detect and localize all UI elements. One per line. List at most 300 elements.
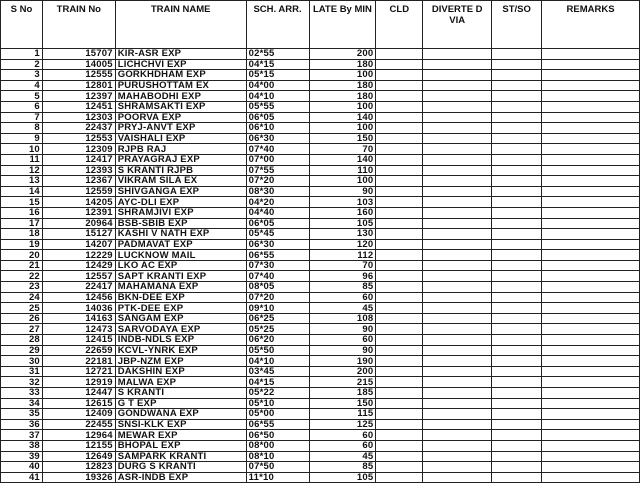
cell-sch-arr: 05*50 [246,345,309,356]
header-late-by: LATE By MIN [309,1,376,49]
cell-train-name: DURG S KRANTI [115,462,246,473]
cell-cld [376,133,423,144]
cell-train-no: 12155 [42,440,115,451]
cell-sno: 41 [1,472,43,483]
cell-remarks [542,271,640,282]
cell-train-name: SHRAMSAKTI EXP [115,101,246,112]
header-st-so: ST/SO [492,1,542,49]
cell-cld [376,229,423,240]
cell-sch-arr: 11*10 [246,472,309,483]
cell-remarks [542,70,640,81]
table-row [1,154,640,165]
cell-train-no: 22659 [42,345,115,356]
cell-remarks [542,313,640,324]
cell-diverted-via [423,91,492,102]
cell-st-so [492,250,542,261]
cell-cld [376,313,423,324]
cell-train-no: 12429 [42,260,115,271]
cell-remarks [542,409,640,420]
cell-sno: 15 [1,197,43,208]
table-row [1,59,640,70]
table-row [1,303,640,314]
cell-late-by: 96 [309,271,376,282]
cell-train-name: AYC-DLI EXP [115,197,246,208]
cell-train-no: 12919 [42,377,115,388]
cell-cld [376,176,423,187]
cell-late-by: 45 [309,303,376,314]
cell-sch-arr: 08*30 [246,186,309,197]
cell-remarks [542,144,640,155]
cell-late-by: 115 [309,409,376,420]
cell-sno: 28 [1,335,43,346]
cell-sch-arr: 04*00 [246,80,309,91]
cell-train-no: 12473 [42,324,115,335]
cell-diverted-via [423,197,492,208]
cell-sno: 21 [1,260,43,271]
cell-st-so [492,101,542,112]
cell-st-so [492,324,542,335]
cell-st-so [492,112,542,123]
cell-sch-arr: 06*30 [246,133,309,144]
cell-train-no: 22437 [42,123,115,134]
cell-diverted-via [423,335,492,346]
cell-sch-arr: 05*45 [246,229,309,240]
cell-train-name: INDB-NDLS EXP [115,335,246,346]
cell-diverted-via [423,430,492,441]
cell-train-name: GORKHDHAM EXP [115,70,246,81]
cell-st-so [492,154,542,165]
cell-sch-arr: 02*55 [246,49,309,60]
cell-diverted-via [423,133,492,144]
cell-late-by: 200 [309,49,376,60]
cell-remarks [542,398,640,409]
cell-train-name: DAKSHIN EXP [115,366,246,377]
table-row [1,260,640,271]
cell-diverted-via [423,260,492,271]
table-row [1,388,640,399]
cell-diverted-via [423,59,492,70]
cell-train-name: S KRANTI RJPB [115,165,246,176]
cell-diverted-via [423,303,492,314]
cell-sno: 35 [1,409,43,420]
cell-train-name: PADMAVAT EXP [115,239,246,250]
cell-diverted-via [423,176,492,187]
cell-sno: 34 [1,398,43,409]
cell-sno: 13 [1,176,43,187]
cell-train-name: ASR-INDB EXP [115,472,246,483]
cell-remarks [542,176,640,187]
cell-sch-arr: 07*50 [246,462,309,473]
cell-st-so [492,49,542,60]
cell-sch-arr: 06*50 [246,430,309,441]
table-row [1,239,640,250]
cell-st-so [492,472,542,483]
cell-train-name: MAHAMANA EXP [115,282,246,293]
cell-train-no: 20964 [42,218,115,229]
cell-diverted-via [423,80,492,91]
cell-st-so [492,292,542,303]
cell-train-name: BHOPAL EXP [115,440,246,451]
cell-sch-arr: 06*10 [246,123,309,134]
cell-sno: 3 [1,70,43,81]
cell-remarks [542,377,640,388]
cell-late-by: 125 [309,419,376,430]
cell-remarks [542,250,640,261]
cell-st-so [492,335,542,346]
cell-train-no: 12553 [42,133,115,144]
cell-sch-arr: 06*55 [246,250,309,261]
header-cld: CLD [376,1,423,49]
cell-late-by: 60 [309,335,376,346]
cell-remarks [542,112,640,123]
cell-remarks [542,218,640,229]
table-row [1,70,640,81]
cell-sch-arr: 08*00 [246,440,309,451]
table-row [1,271,640,282]
cell-remarks [542,154,640,165]
cell-st-so [492,80,542,91]
cell-remarks [542,59,640,70]
cell-diverted-via [423,451,492,462]
cell-sch-arr: 07*00 [246,154,309,165]
cell-late-by: 100 [309,176,376,187]
cell-train-name: SHRAMJIVI EXP [115,207,246,218]
cell-diverted-via [423,409,492,420]
cell-train-name: BKN-DEE EXP [115,292,246,303]
table-row [1,250,640,261]
cell-sch-arr: 05*10 [246,398,309,409]
cell-train-no: 12555 [42,70,115,81]
cell-late-by: 150 [309,398,376,409]
cell-train-no: 12649 [42,451,115,462]
cell-cld [376,472,423,483]
cell-diverted-via [423,356,492,367]
table-row [1,366,640,377]
cell-st-so [492,70,542,81]
table-row [1,292,640,303]
cell-train-name: SNSI-KLK EXP [115,419,246,430]
cell-late-by: 85 [309,462,376,473]
cell-st-so [492,398,542,409]
cell-sch-arr: 08*10 [246,451,309,462]
cell-cld [376,462,423,473]
cell-train-no: 14036 [42,303,115,314]
cell-late-by: 105 [309,218,376,229]
table-row [1,80,640,91]
cell-cld [376,282,423,293]
cell-sno: 6 [1,101,43,112]
cell-late-by: 110 [309,165,376,176]
cell-late-by: 70 [309,144,376,155]
cell-train-name: MALWA EXP [115,377,246,388]
cell-cld [376,335,423,346]
cell-cld [376,154,423,165]
cell-st-so [492,409,542,420]
cell-sch-arr: 03*45 [246,366,309,377]
cell-sno: 8 [1,123,43,134]
cell-sch-arr: 07*30 [246,260,309,271]
cell-train-no: 12964 [42,430,115,441]
cell-late-by: 60 [309,440,376,451]
cell-train-name: JBP-NZM EXP [115,356,246,367]
cell-late-by: 103 [309,197,376,208]
cell-train-name: G T EXP [115,398,246,409]
cell-cld [376,260,423,271]
cell-train-no: 12391 [42,207,115,218]
cell-sch-arr: 04*20 [246,197,309,208]
cell-diverted-via [423,366,492,377]
cell-diverted-via [423,218,492,229]
cell-remarks [542,324,640,335]
table-row [1,197,640,208]
cell-late-by: 185 [309,388,376,399]
table-row [1,218,640,229]
cell-st-so [492,239,542,250]
cell-remarks [542,165,640,176]
cell-sch-arr: 04*15 [246,377,309,388]
cell-cld [376,377,423,388]
cell-remarks [542,335,640,346]
cell-late-by: 120 [309,239,376,250]
cell-train-name: RJPB RAJ [115,144,246,155]
cell-st-so [492,123,542,134]
cell-sno: 5 [1,91,43,102]
table-row [1,472,640,483]
cell-cld [376,112,423,123]
cell-st-so [492,271,542,282]
cell-cld [376,80,423,91]
cell-train-no: 12367 [42,176,115,187]
cell-st-so [492,144,542,155]
cell-cld [376,59,423,70]
cell-cld [376,451,423,462]
cell-remarks [542,207,640,218]
cell-late-by: 140 [309,112,376,123]
cell-late-by: 108 [309,313,376,324]
cell-st-so [492,388,542,399]
table-row [1,451,640,462]
cell-train-no: 15707 [42,49,115,60]
cell-train-no: 12721 [42,366,115,377]
cell-remarks [542,260,640,271]
cell-sch-arr: 07*20 [246,292,309,303]
table-row [1,356,640,367]
cell-sch-arr: 09*10 [246,303,309,314]
cell-st-so [492,419,542,430]
cell-late-by: 90 [309,324,376,335]
cell-sch-arr: 04*15 [246,59,309,70]
cell-diverted-via [423,282,492,293]
cell-sch-arr: 04*10 [246,91,309,102]
cell-train-name: PRAYAGRAJ EXP [115,154,246,165]
cell-train-name: PRYJ-ANVT EXP [115,123,246,134]
cell-remarks [542,229,640,240]
cell-sno: 23 [1,282,43,293]
cell-train-no: 12456 [42,292,115,303]
cell-remarks [542,49,640,60]
cell-cld [376,419,423,430]
cell-sch-arr: 07*55 [246,165,309,176]
cell-train-name: GONDWANA EXP [115,409,246,420]
cell-diverted-via [423,440,492,451]
cell-late-by: 215 [309,377,376,388]
cell-diverted-via [423,388,492,399]
cell-train-name: LUCKNOW MAIL [115,250,246,261]
cell-diverted-via [423,324,492,335]
table-row [1,282,640,293]
cell-diverted-via [423,144,492,155]
cell-sch-arr: 08*05 [246,282,309,293]
cell-late-by: 100 [309,123,376,134]
cell-st-so [492,451,542,462]
cell-cld [376,218,423,229]
cell-sno: 16 [1,207,43,218]
cell-train-name: KCVL-YNRK EXP [115,345,246,356]
table-row [1,419,640,430]
cell-cld [376,165,423,176]
cell-train-no: 14205 [42,197,115,208]
cell-sno: 27 [1,324,43,335]
cell-train-name: LKO AC EXP [115,260,246,271]
cell-st-so [492,229,542,240]
cell-diverted-via [423,123,492,134]
cell-train-no: 12447 [42,388,115,399]
cell-cld [376,440,423,451]
cell-sch-arr: 07*20 [246,176,309,187]
table-row [1,377,640,388]
cell-remarks [542,356,640,367]
cell-train-no: 14207 [42,239,115,250]
cell-sch-arr: 06*30 [246,239,309,250]
cell-diverted-via [423,186,492,197]
cell-cld [376,91,423,102]
table-row [1,186,640,197]
cell-diverted-via [423,345,492,356]
cell-sno: 17 [1,218,43,229]
cell-cld [376,409,423,420]
cell-diverted-via [423,398,492,409]
cell-sch-arr: 06*25 [246,313,309,324]
cell-cld [376,398,423,409]
cell-sch-arr: 06*05 [246,112,309,123]
cell-st-so [492,345,542,356]
cell-cld [376,430,423,441]
cell-train-name: POORVA EXP [115,112,246,123]
cell-train-name: PTK-DEE EXP [115,303,246,314]
table-row [1,165,640,176]
header-train-name: TRAIN NAME [115,1,246,49]
cell-late-by: 100 [309,101,376,112]
cell-st-so [492,303,542,314]
cell-cld [376,207,423,218]
cell-diverted-via [423,377,492,388]
cell-late-by: 160 [309,207,376,218]
cell-train-no: 15127 [42,229,115,240]
cell-late-by: 100 [309,70,376,81]
cell-cld [376,292,423,303]
cell-remarks [542,472,640,483]
cell-train-no: 12309 [42,144,115,155]
cell-remarks [542,197,640,208]
cell-cld [376,324,423,335]
cell-train-no: 22417 [42,282,115,293]
cell-remarks [542,345,640,356]
cell-sch-arr: 07*40 [246,144,309,155]
cell-st-so [492,176,542,187]
cell-late-by: 140 [309,154,376,165]
cell-late-by: 150 [309,133,376,144]
cell-st-so [492,282,542,293]
table-row [1,144,640,155]
cell-late-by: 60 [309,292,376,303]
table-row [1,313,640,324]
cell-st-so [492,197,542,208]
cell-cld [376,186,423,197]
cell-sno: 32 [1,377,43,388]
cell-train-no: 12615 [42,398,115,409]
cell-sno: 30 [1,356,43,367]
cell-sno: 26 [1,313,43,324]
cell-late-by: 45 [309,451,376,462]
header-row [1,1,640,49]
table-row [1,462,640,473]
cell-late-by: 85 [309,282,376,293]
cell-train-name: BSB-SBIB EXP [115,218,246,229]
cell-sno: 38 [1,440,43,451]
cell-remarks [542,451,640,462]
cell-late-by: 70 [309,260,376,271]
cell-cld [376,388,423,399]
cell-remarks [542,282,640,293]
cell-remarks [542,440,640,451]
cell-sno: 24 [1,292,43,303]
cell-late-by: 180 [309,80,376,91]
cell-diverted-via [423,207,492,218]
cell-diverted-via [423,154,492,165]
cell-diverted-via [423,271,492,282]
cell-remarks [542,101,640,112]
cell-remarks [542,419,640,430]
cell-sch-arr: 05*55 [246,101,309,112]
cell-st-so [492,356,542,367]
table-row [1,398,640,409]
table-row [1,112,640,123]
cell-train-name: SHIVGANGA EXP [115,186,246,197]
cell-sno: 4 [1,80,43,91]
cell-train-name: VIKRAM SILA EX [115,176,246,187]
cell-diverted-via [423,165,492,176]
cell-st-so [492,260,542,271]
cell-st-so [492,207,542,218]
cell-remarks [542,292,640,303]
cell-st-so [492,59,542,70]
cell-sno: 22 [1,271,43,282]
cell-cld [376,197,423,208]
cell-train-name: MEWAR EXP [115,430,246,441]
cell-st-so [492,440,542,451]
cell-cld [376,250,423,261]
cell-diverted-via [423,49,492,60]
cell-train-name: PURUSHOTTAM EX [115,80,246,91]
cell-st-so [492,377,542,388]
table-row [1,324,640,335]
cell-diverted-via [423,70,492,81]
cell-diverted-via [423,313,492,324]
cell-sno: 37 [1,430,43,441]
cell-st-so [492,313,542,324]
cell-sno: 14 [1,186,43,197]
cell-sno: 29 [1,345,43,356]
